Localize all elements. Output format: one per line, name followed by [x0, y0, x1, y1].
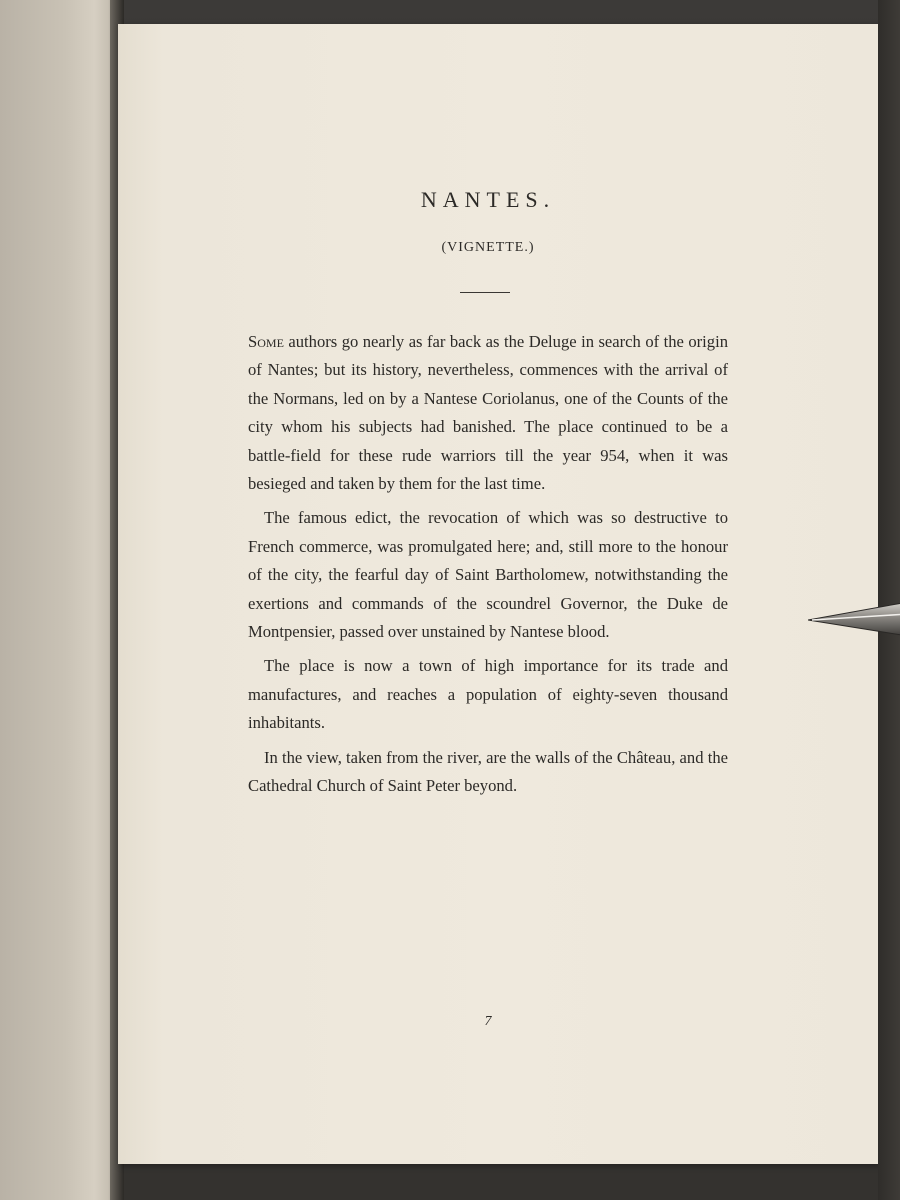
paragraph-1-lead: Some [248, 332, 284, 351]
book-page [118, 24, 878, 1164]
paragraph-4: In the view, taken from the river, are the walls of the Château, and the Cathedral Church of Saint Peter beyond. [248, 747, 728, 796]
page-title: NANTES. [420, 187, 556, 212]
left-page-edge [0, 0, 118, 1200]
paragraph-1 [248, 328, 728, 498]
paragraph-1-text: authors go nearly as far back as the Deluge in search of the origin of Nantes; but its history, nevertheless, commences with the arrival of the Normans, led on by a Nantese Coriolanus, one of the Counts of the city whom his subjects had banished. The place continued to be a battle-field for these rude warriors till the year 954, when it was besieged and taken by them for the last time. [248, 332, 728, 494]
paragraph-3: The place is now a town of high importance for its trade and manufactures, and reaches a population of eighty-seven thousand inhabitants. [248, 656, 728, 733]
body-text [248, 328, 728, 807]
pen-pointer-icon [808, 596, 900, 636]
page-subtitle: (VIGNETTE.) [441, 240, 535, 255]
page-number: 7 [484, 1014, 492, 1029]
title-rule [460, 292, 510, 293]
paragraph-2: The famous edict, the revocation of which was so destructive to French commerce, was promulgated here; and, still more to the honour of the city, the fearful day of Saint Bartholomew, notwithstanding the exertions and commands of the scoundrel Governor, the Duke de Montpensier, passed over unstained by Nantese blood. [248, 508, 728, 642]
